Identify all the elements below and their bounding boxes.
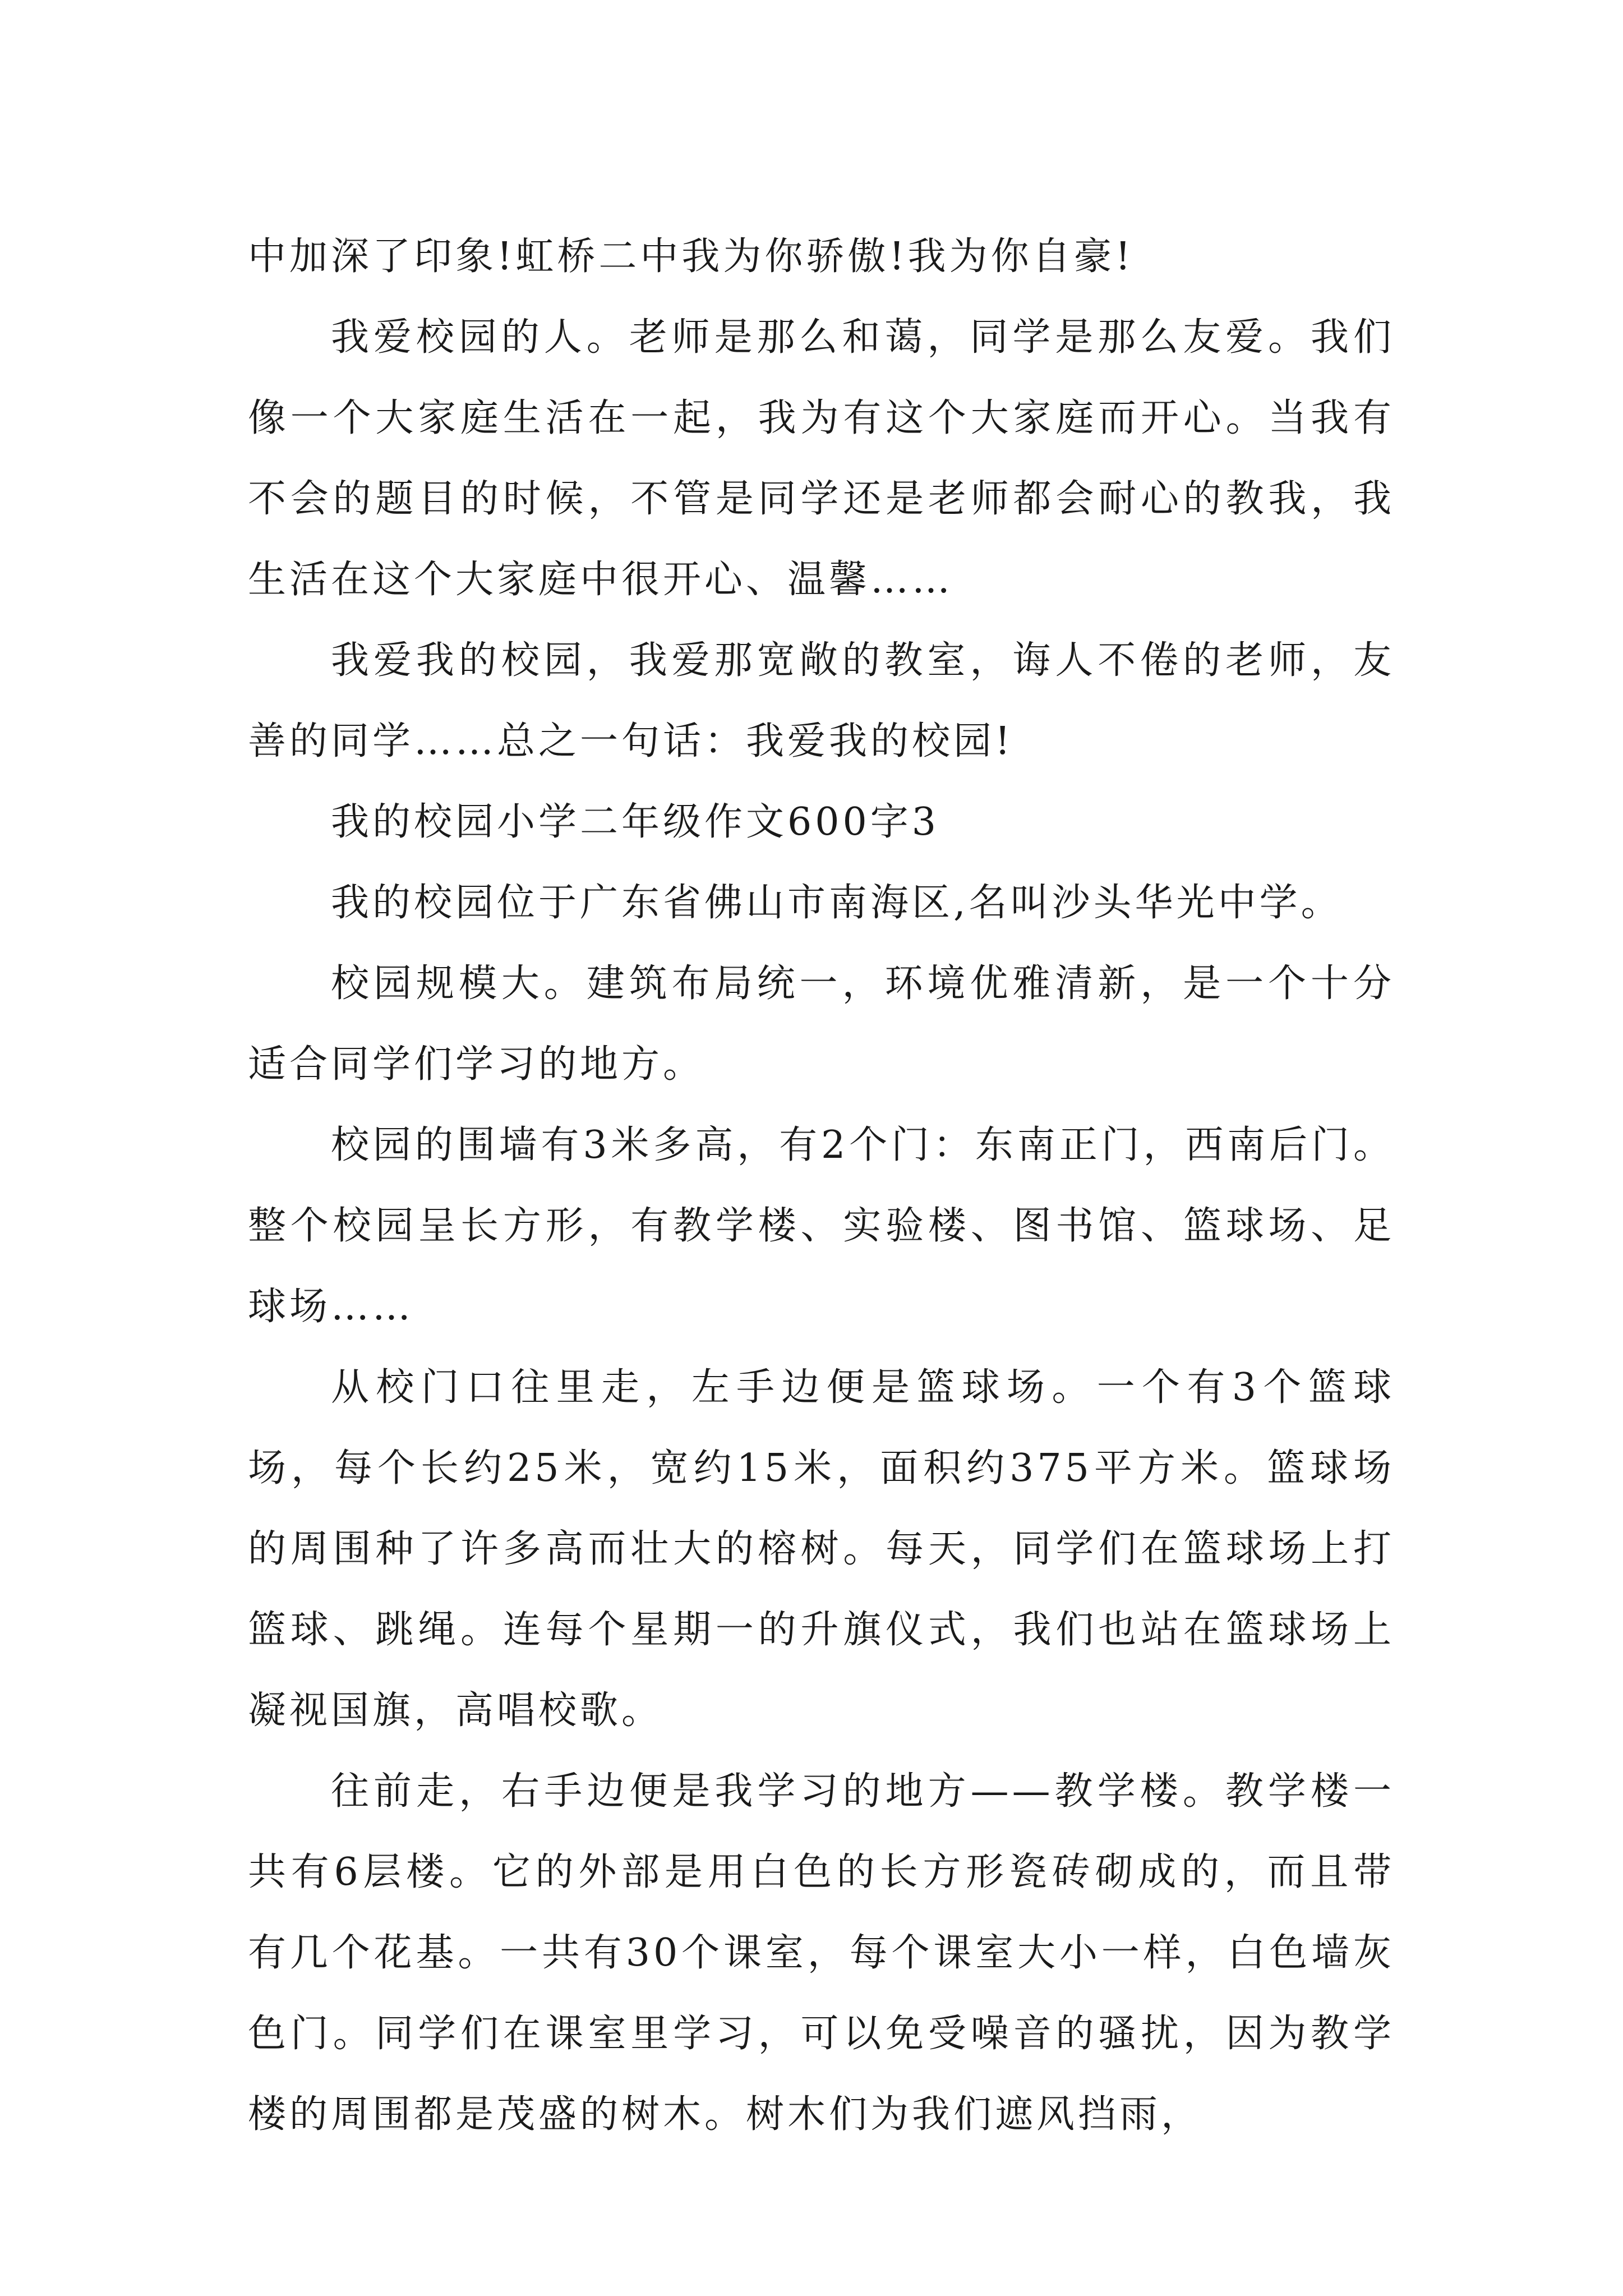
paragraph: 我的校园位于广东省佛山市南海区,名叫沙头华光中学。	[331, 881, 1343, 925]
paragraph: 往前走，右手边便是我学习的地方——教学楼。教学楼一共有6层楼。它的外部是用白色的长方形瓷砖砌成的，而且带有几个花基。一共有30个课室，每个课室大小一样，白色墙灰色门。同学们在课室里学习，可以免受噪音的骚扰，因为教学楼的周围都是茂盛的树木。树木们为我们遮风挡雨，	[248, 1769, 1395, 2137]
paragraph: 从校门口往里走，左手边便是篮球场。一个有3个篮球场，每个长约25米，宽约15米，面积约375平方米。篮球场的周围种了许多高而壮大的榕树。每天，同学们在篮球场上打篮球、跳绳。连每个星期一的升旗仪式，我们也站在篮球场上凝视国旗，高唱校歌。	[248, 1365, 1395, 1733]
paragraph: 校园的围墙有3米多高，有2个门：东南正门，西南后门。整个校园呈长方形，有教学楼、实验楼、图书馆、篮球场、足球场……	[248, 1123, 1395, 1329]
document-body	[248, 217, 1395, 2155]
paragraph: 我爱我的校园，我爱那宽敞的教室，诲人不倦的老师，友善的同学……总之一句话：我爱我的校园!	[248, 638, 1395, 763]
essay-heading: 我的校园小学二年级作文600字3	[331, 800, 940, 844]
paragraph: 校园规模大。建筑布局统一，环境优雅清新，是一个十分适合同学们学习的地方。	[248, 961, 1395, 1087]
paragraph: 我爱校园的人。老师是那么和蔼，同学是那么友爱。我们像一个大家庭生活在一起，我为有这个大家庭而开心。当我有不会的题目的时候，不管是同学还是老师都会耐心的教我，我生活在这个大家庭中很开心、温馨……	[248, 315, 1395, 602]
paragraph-continuation: 中加深了印象!虹桥二中我为你骄傲!我为你自豪!	[248, 234, 1134, 279]
